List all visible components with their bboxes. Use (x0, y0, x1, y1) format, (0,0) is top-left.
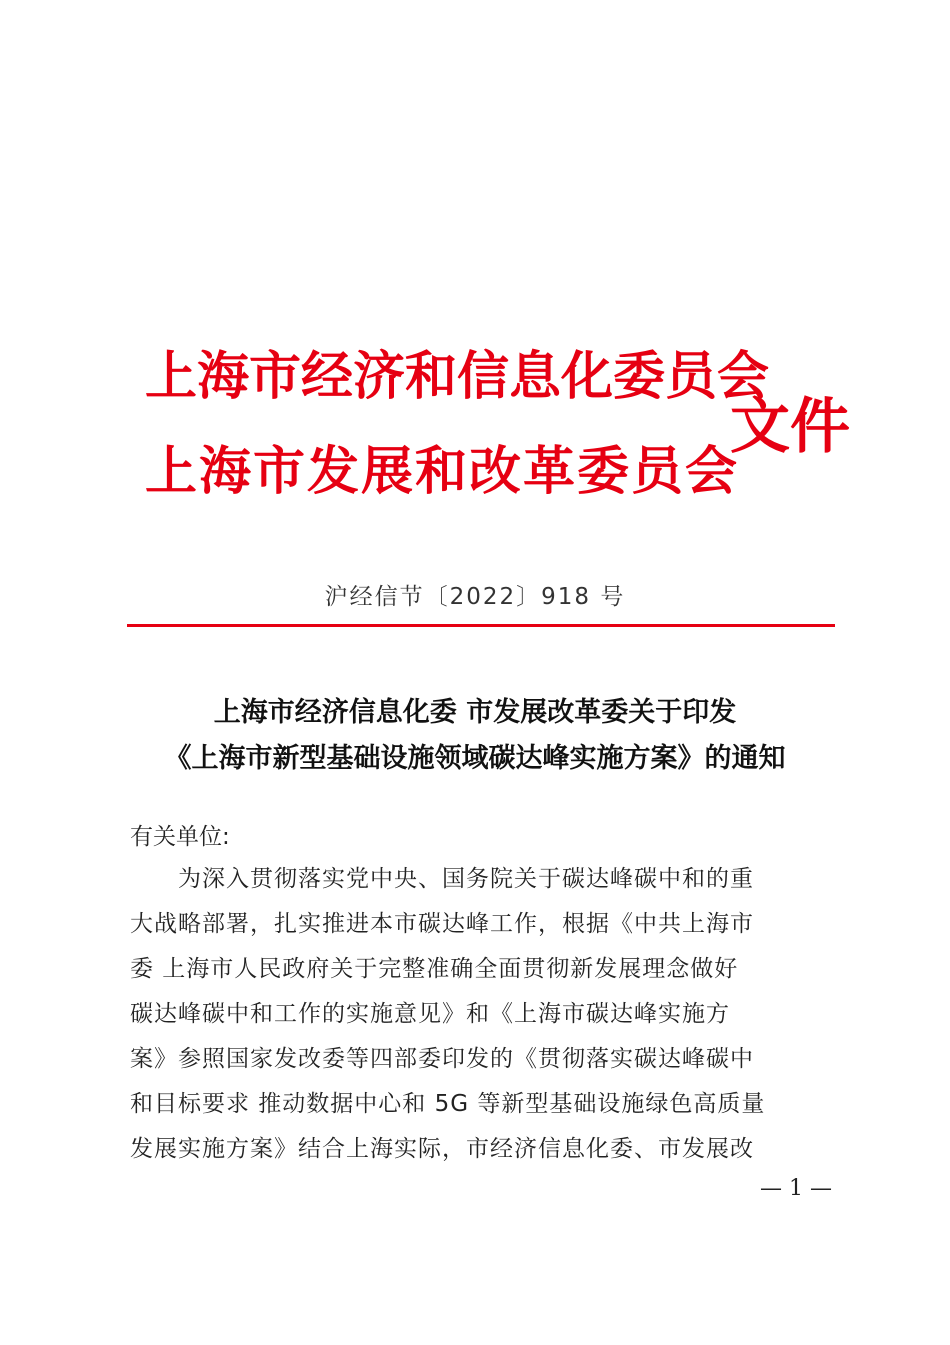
body-line: 大战略部署，扎实推进本市碳达峰工作，根据《中共上海市 (130, 911, 754, 937)
body-line: 碳达峰碳中和工作的实施意见》和《上海市碳达峰实施方 (130, 1001, 730, 1027)
body-line: 案》参照国家发改委等四部委印发的《贯彻落实碳达峰碳中 (130, 1046, 754, 1072)
title-line-1: 上海市经济信息化委 市发展改革委关于印发 (213, 697, 737, 728)
document-number: 沪经信节〔2022〕918 号 (324, 584, 626, 610)
body-line: 发展实施方案》结合上海实际，市经济信息化委、市发展改 (130, 1136, 754, 1162)
issuer-line-1: 上海市经济和信息化委员会 (145, 346, 770, 407)
body-line: 和目标要求 推动数据中心和 5G 等新型基础设施绿色高质量 (130, 1091, 766, 1117)
body-line: 为深入贯彻落实党中央、国务院关于碳达峰碳中和的重 (178, 866, 754, 892)
body-line: 委 上海市人民政府关于完整准确全面贯彻新发展理念做好 (130, 956, 739, 982)
page-number: — 1 — (760, 1176, 832, 1201)
issuer-line-2: 上海市发展和改革委员会 (145, 441, 740, 502)
salutation: 有关单位: (130, 824, 230, 850)
title-line-2: 《上海市新型基础设施领域碳达峰实施方案》的通知 (164, 743, 786, 774)
red-divider (127, 624, 835, 627)
document-type-label: 文件 (730, 392, 850, 462)
